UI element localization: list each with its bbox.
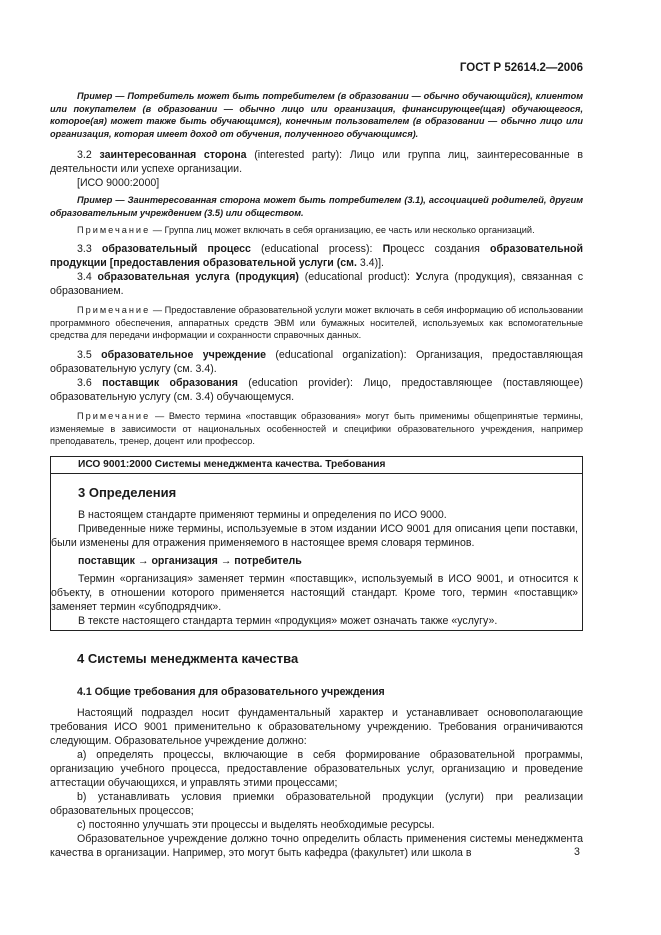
- note-text: — Предоставление образовательной услуги может включать в себя информацию об использовании программного обеспечения, аппаратных средств ЭВМ или бумажных носителей, используемых как вспомогательные средства для передачи информации и сохранности справочных данных.: [50, 305, 583, 341]
- term-number: 3.3: [77, 243, 92, 256]
- term-tail: 3.4)].: [356, 257, 384, 270]
- term-number: 3.5: [77, 348, 92, 361]
- term-lead-letter: П: [382, 243, 391, 256]
- box-body: [51, 485, 582, 628]
- list-item-c: c) постоянно улучшать эти процессы и выделять необходимые ресурсы.: [77, 818, 435, 831]
- term-definition: (education provider): Лицо, предоставляющее (поставляющее) образовательную услугу (см. 3.4) обучающемуся.: [50, 376, 583, 403]
- term-lead-letter: У: [415, 271, 423, 284]
- term-3-2-reference: [ИСО 9000:2000]: [77, 177, 160, 190]
- term-en: (educational product):: [298, 271, 416, 284]
- term-3-6: [50, 376, 583, 404]
- term-3-2: [50, 148, 583, 176]
- section-4-1-paragraph: Образовательное учреждение должно точно определить область применения системы менеджмента качества в организации. Например, это могут быть кафедра (факультет) или школа в: [50, 832, 583, 859]
- iso-9001-quote-box: [50, 456, 583, 631]
- box-paragraph: Приведенные ниже термины, используемые в этом издании ИСО 9001 для описания цепи поставки, были изменены для отражения применяемого в настоящее время словаря терминов.: [51, 522, 578, 549]
- note-text: — Вместо термина «поставщик образования» могут быть применимы общепринятые термины, изменяемые в зависимости от национальных особенностей и специфики образовательного учреждения, например преподаватель, тренер, доцент или профессор.: [50, 410, 583, 447]
- box-paragraph: В настоящем стандарте применяют термины и определения по ИСО 9000.: [78, 508, 447, 521]
- note-label: Примечание: [77, 410, 151, 421]
- term-title: образовательная услуга (продукция): [97, 271, 299, 284]
- list-item-a: a) определять процессы, включающие в себя формирование образовательной программы, организацию учебного процесса, предоставление образовательных услуг, организацию и проведение аттестации обучающихся, и управлять этими процессами;: [50, 748, 583, 789]
- term-3-5: [50, 348, 583, 376]
- note-label: Примечание: [77, 305, 151, 316]
- term-title: образовательный процесс: [101, 243, 251, 256]
- page-number: 3: [574, 846, 580, 858]
- term-number: 3.4: [77, 271, 92, 284]
- term-3-4: [50, 270, 583, 298]
- page-content: [50, 90, 583, 860]
- term-title: образовательное учреждение: [101, 348, 266, 361]
- section-4-heading: 4 Системы менеджмента качества: [77, 650, 299, 666]
- note-provider: [50, 410, 583, 448]
- term-title: поставщик образования: [102, 376, 238, 389]
- box-section-heading: 3 Определения: [78, 484, 177, 500]
- term-number: 3.2: [77, 149, 92, 162]
- term-definition: роцесс создания: [390, 243, 491, 256]
- term-number: 3.6: [77, 376, 92, 389]
- example-interested-party: Пример — Заинтересованная сторона может быть потребителем (3.1), ассоциацией родителей, другим образовательным учреждением (3.5) или обществом.: [50, 195, 583, 218]
- example-consumer: Пример — Потребитель может быть потребителем (в образовании — обычно обучающийся), клиентом или покупателем (в образовании — обычно лицо или организация, финансирующее(щая) обучающегося, которое(ая) может также быть обучающимся), конечным пользователем (в образовании — обычно лицо или организация, которая имеет доход от обучения, полученного обучающимся).: [50, 91, 583, 139]
- box-paragraph: В тексте настоящего стандарта термин «продукция» может означать также «услугу».: [78, 614, 498, 627]
- term-en: (educational process):: [250, 243, 383, 256]
- subsection-4-1-heading: 4.1 Общие требования для образовательного учреждения: [77, 685, 385, 698]
- section-4-1-paragraph: Настоящий подраздел носит фундаментальный характер и устанавливает основополагающие требования ИСО 9001 применительно к образовательному учреждению. Требования ограничиваются следующим. Образовательное учреждение должно:: [50, 706, 583, 747]
- note-text: — Группа лиц может включать в себя организацию, ее часть или несколько организаций.: [150, 224, 535, 235]
- standard-header: ГОСТ Р 52614.2—2006: [459, 62, 583, 74]
- term-bold-part: образовательной продукции [предоставления образовательной услуги (см.: [50, 243, 583, 270]
- box-paragraph: Термин «организация» заменяет термин «поставщик», используемый в ИСО 9001, и относится к объекту, в отношении которого применяется настоящий стандарт. Кроме того, термин «поставщик» заменяет термин «субподрядчик».: [51, 572, 578, 613]
- box-title: ИСО 9001:2000 Системы менеджмента качества. Требования: [51, 457, 582, 474]
- term-definition: слуга (продукция), связанная с образованием.: [50, 271, 584, 298]
- note-group: [50, 224, 583, 237]
- term-title: заинтересованная сторона: [99, 149, 247, 162]
- term-definition: (interested party): Лицо или группа лиц, заинтересованные в деятельности или успехе организации.: [50, 149, 583, 176]
- list-item-b: b) устанавливать условия приемки образовательной продукции (услуги) при реализации образовательных процессов;: [50, 790, 583, 817]
- box-supply-chain: поставщик → организация → потребитель: [78, 554, 302, 567]
- term-3-3: [50, 242, 583, 270]
- note-label: Примечание: [77, 224, 151, 235]
- term-definition: (educational organization): Организация, предоставляющая образовательную услугу (см. 3.4).: [50, 348, 584, 375]
- note-service: [50, 304, 583, 342]
